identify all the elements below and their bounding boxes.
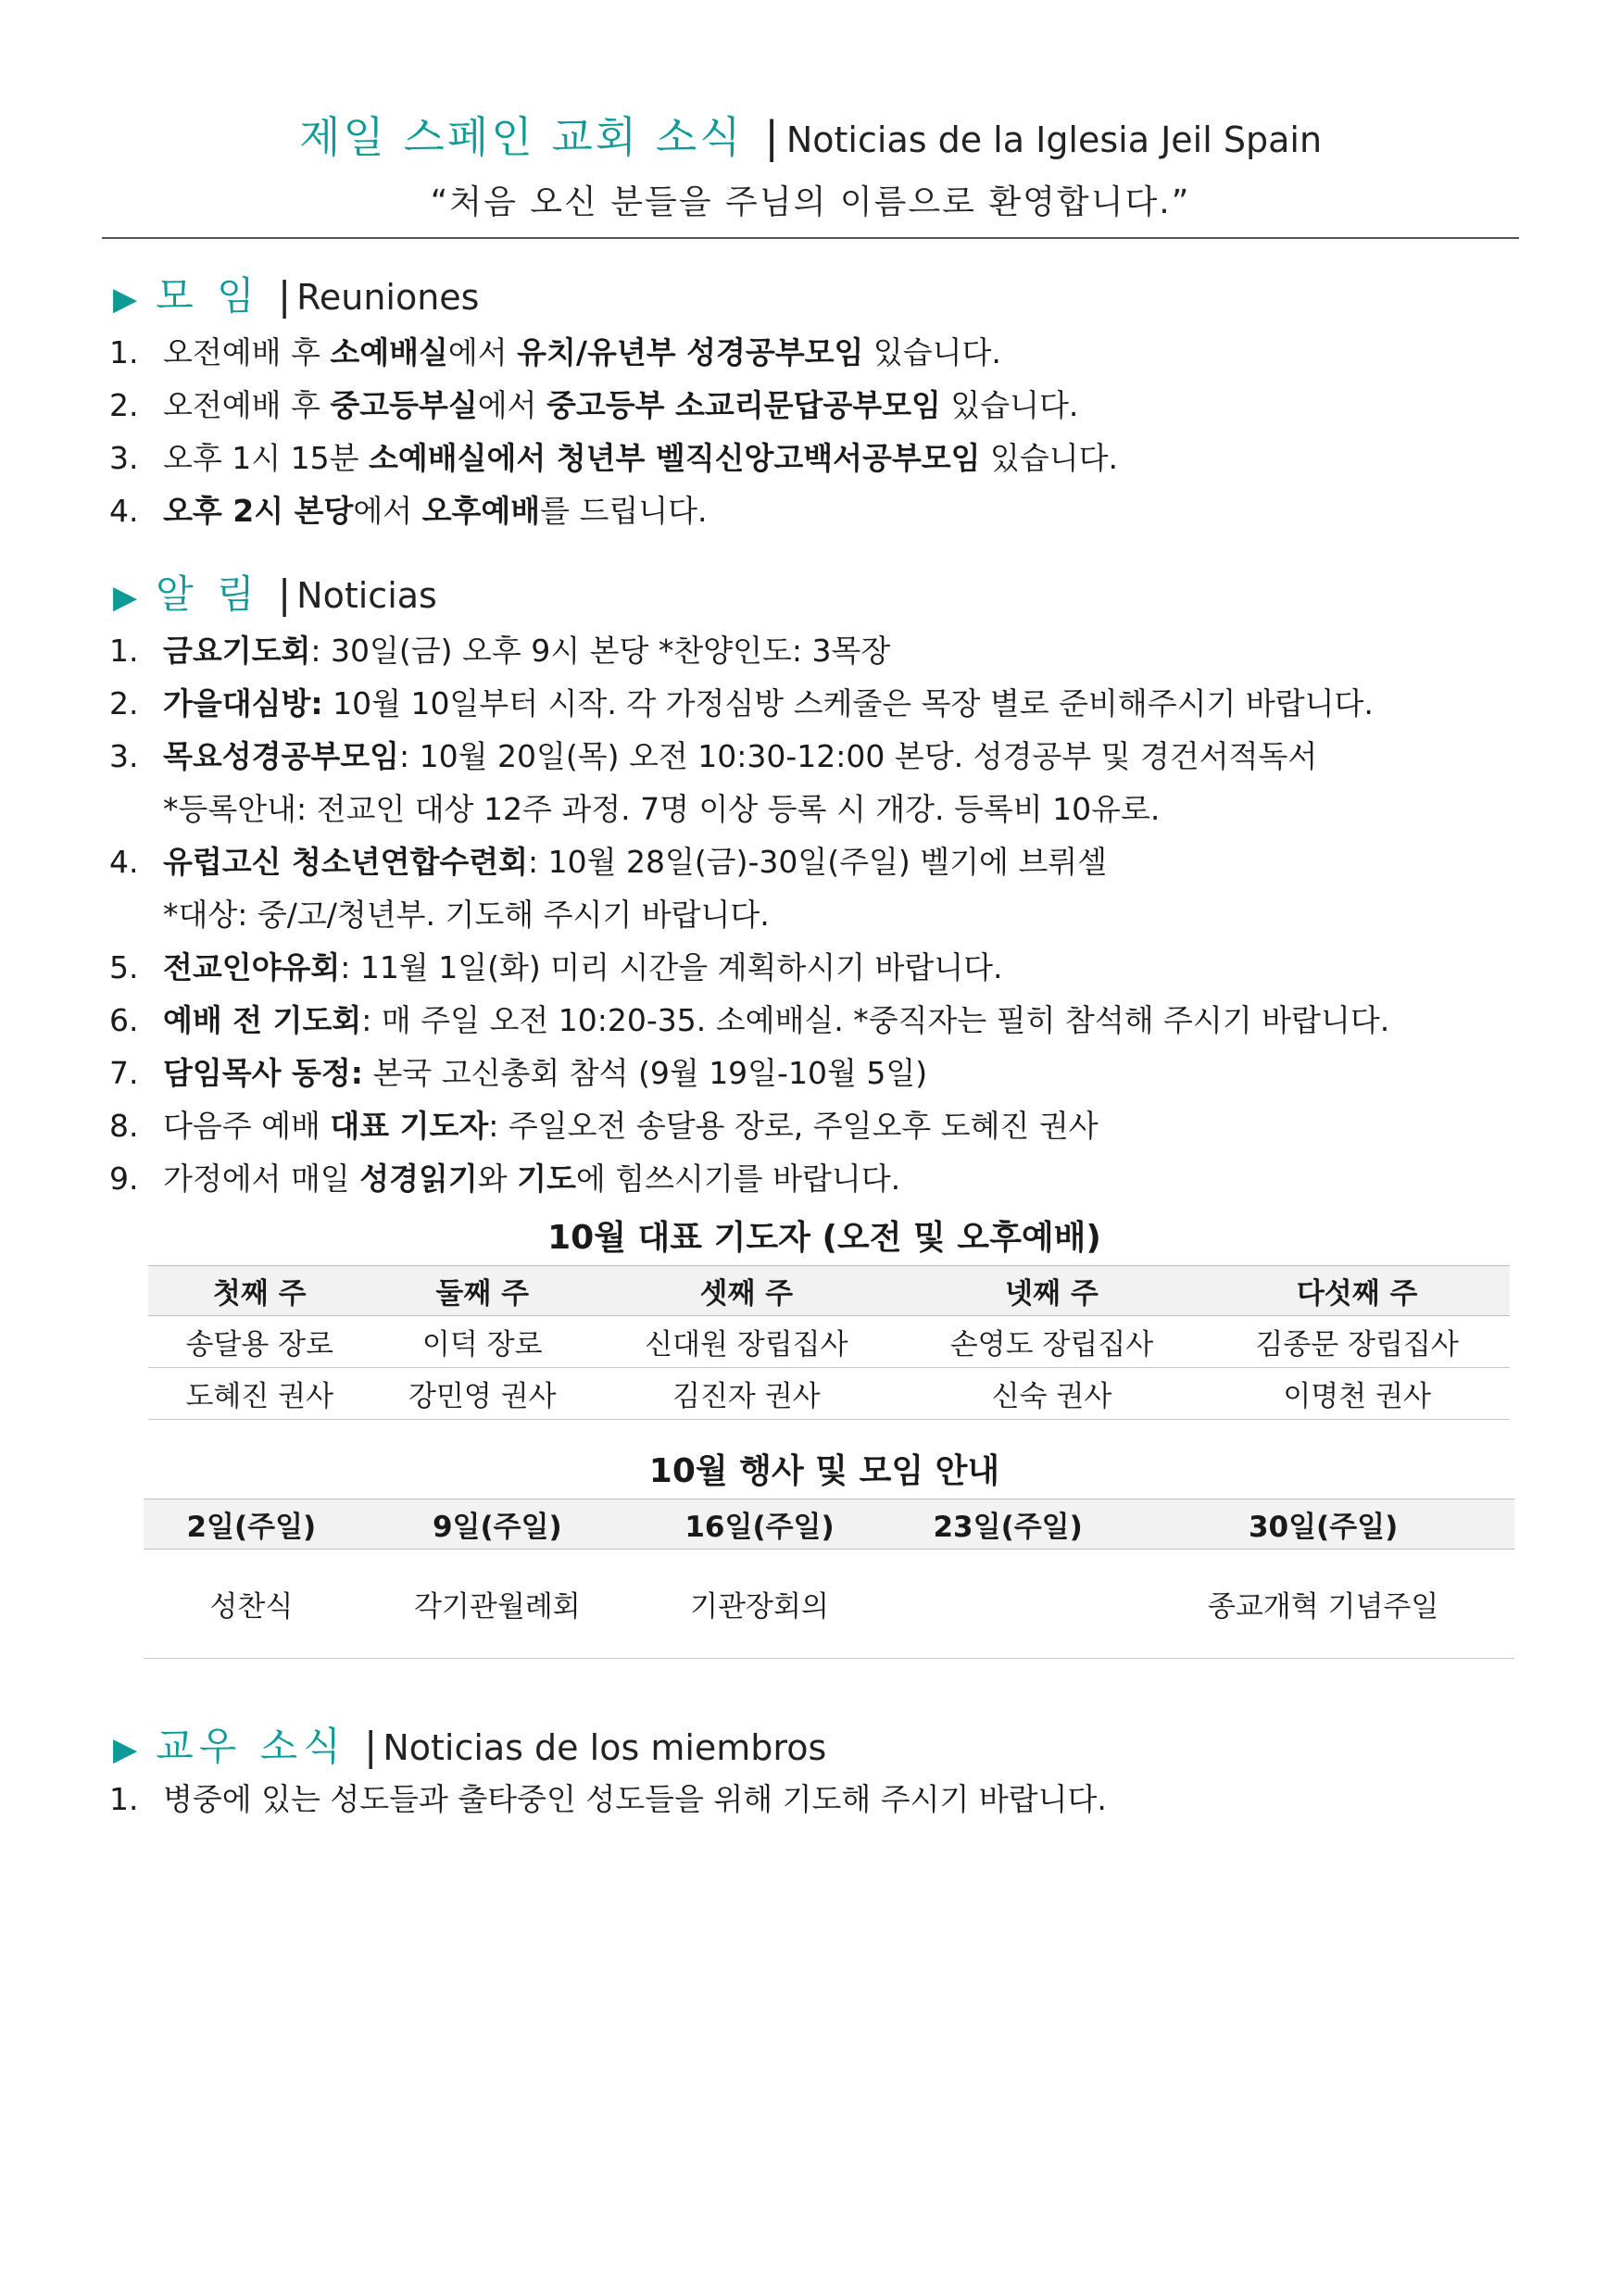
item-text: : 10월 20일(목) 오전 10:30-12:00 본당. 성경공부 및 경건서적독서: [399, 738, 1318, 774]
section-separator: |: [278, 571, 292, 617]
table-header-cell: 둘째 주: [371, 1266, 595, 1316]
section-title-spanish: Noticias de los miembros: [383, 1727, 827, 1768]
item-keyword: 유럽고신 청소년연합수련회: [163, 844, 529, 880]
item-keyword: 담임목사 동정:: [163, 1055, 363, 1091]
table-cell: 손영도 장립집사: [899, 1316, 1205, 1368]
table-cell: 신대원 장립집사: [594, 1316, 899, 1368]
section-separator: |: [364, 1724, 378, 1769]
table-header-cell: 첫째 주: [148, 1266, 371, 1316]
reuniones-list: [109, 326, 1517, 537]
table-cell: 강민영 권사: [371, 1368, 595, 1420]
list-item: [109, 1773, 1517, 1826]
item-text: : 11월 1일(화) 미리 시간을 계획하시기 바랍니다.: [340, 949, 1003, 985]
list-item: [109, 432, 1517, 484]
title-korean: 제일 스페인 교회 소식: [298, 112, 744, 162]
item-keyword: 기도: [517, 1161, 576, 1197]
table-cell: [884, 1549, 1132, 1659]
item-keyword: 오후예배: [421, 493, 541, 529]
table-cell: 도혜진 권사: [148, 1368, 371, 1420]
item-keyword: 소예배실: [330, 334, 448, 370]
table-header-cell: 셋째 주: [594, 1266, 899, 1316]
section-title-korean: 모 임: [156, 273, 260, 319]
section-title-spanish: Reuniones: [296, 277, 480, 318]
table-header-cell: 9일(주일): [359, 1499, 635, 1549]
section-heading-noticias: [113, 567, 437, 625]
item-number: 3.: [109, 738, 139, 774]
list-item: [109, 835, 1517, 941]
table-cell: 김종문 장립집사: [1204, 1316, 1510, 1368]
table-row: [148, 1368, 1510, 1420]
item-keyword: 유치/유년부 성경공부모임: [517, 334, 864, 370]
item-text: : 매 주일 오전 10:20-35. 소예배실. *중직자는 필히 참석해 주시기 바랍니다.: [361, 1002, 1390, 1038]
item-text: 10월 10일부터 시작. 각 가정심방 스케줄은 목장 별로 준비해주시기 바랍니다.: [322, 685, 1374, 721]
list-item: [109, 941, 1517, 994]
list-item: [109, 994, 1517, 1047]
bulletin-title: [102, 104, 1519, 173]
table-cell: 각기관월례회: [359, 1549, 635, 1659]
table-header-cell: 30일(주일): [1132, 1499, 1514, 1549]
list-item: [109, 1152, 1517, 1205]
item-text: 와: [477, 1161, 518, 1197]
section-separator: |: [278, 273, 292, 319]
item-text: 병중에 있는 성도들과 출타중인 성도들을 위해 기도해 주시기 바랍니다.: [163, 1781, 1107, 1817]
item-keyword: 목요성경공부모임: [163, 738, 400, 774]
list-item: [109, 326, 1517, 379]
section-title-korean: 교우 소식: [156, 1724, 346, 1769]
play-triangle-icon: ▶: [113, 579, 138, 616]
section-title-spanish: Noticias: [296, 575, 437, 616]
play-triangle-icon: ▶: [113, 281, 138, 318]
section-heading-members: [113, 1719, 826, 1777]
item-keyword: 예배 전 기도회: [163, 1002, 362, 1038]
item-keyword: 오후 2시 본당: [163, 493, 354, 529]
item-text: 에서: [353, 493, 422, 529]
item-number: 3.: [109, 440, 139, 476]
item-number: 2.: [109, 387, 139, 423]
item-text: 오전예배 후: [163, 387, 331, 423]
item-text: 에서: [447, 334, 518, 370]
item-keyword: 중고등부실: [330, 387, 478, 423]
item-number: 4.: [109, 493, 139, 529]
item-text: : 주일오전 송달용 장로, 주일오후 도혜진 권사: [488, 1108, 1099, 1144]
title-spanish: Noticias de la Iglesia Jeil Spain: [785, 119, 1323, 160]
item-number: 2.: [109, 685, 139, 721]
table-header-cell: 23일(주일): [884, 1499, 1132, 1549]
list-item: [109, 624, 1517, 677]
item-number: 1.: [109, 334, 139, 370]
item-text: 있습니다.: [980, 440, 1119, 476]
item-text: 오후 1시 15분: [163, 440, 369, 476]
header-divider: [102, 237, 1519, 239]
events-table-title: 10월 행사 및 모임 안내: [648, 1452, 1000, 1490]
list-item: [109, 1047, 1517, 1099]
item-text: 본국 고신총회 참석 (9월 19일-10월 5일): [362, 1055, 928, 1091]
item-keyword: 전교인야유회: [163, 949, 341, 985]
noticias-list: [109, 624, 1517, 1205]
table-cell: 종교개혁 기념주일: [1132, 1549, 1514, 1659]
members-list: [109, 1773, 1517, 1826]
prayer-table: [148, 1265, 1510, 1420]
table-cell: 김진자 권사: [594, 1368, 899, 1420]
events-table: [144, 1499, 1514, 1659]
table-cell: 신숙 권사: [899, 1368, 1205, 1420]
item-text: 를 드립니다.: [540, 493, 708, 529]
title-separator: |: [764, 112, 779, 162]
item-keyword: 성경읽기: [359, 1161, 478, 1197]
section-heading-reuniones: [113, 269, 479, 327]
table-cell: 송달용 장로: [148, 1316, 371, 1368]
table-cell: 이덕 장로: [371, 1316, 595, 1368]
table-header-row: [144, 1499, 1514, 1549]
item-number: 4.: [109, 844, 139, 880]
table-row: [144, 1549, 1514, 1659]
item-text: 있습니다.: [863, 334, 1001, 370]
item-number: 1.: [109, 633, 139, 669]
table-cell: 이명천 권사: [1204, 1368, 1510, 1420]
item-text: 있습니다.: [940, 387, 1079, 423]
bulletin-header: [102, 104, 1519, 229]
item-number: 6.: [109, 1002, 139, 1038]
item-keyword: 대표 기도자: [330, 1108, 489, 1144]
table-header-cell: 16일(주일): [635, 1499, 884, 1549]
list-item: [109, 677, 1517, 730]
item-note: *등록안내: 전교인 대상 12주 과정. 7명 이상 등록 시 개강. 등록비 10유로.: [163, 791, 1161, 827]
item-text: : 30일(금) 오후 9시 본당 *찬양인도: 3목장: [310, 633, 891, 669]
item-keyword: 중고등부 소교리문답공부모임: [546, 387, 941, 423]
list-item: [109, 379, 1517, 432]
item-text: 다음주 예배: [163, 1108, 331, 1144]
list-item: [109, 730, 1517, 835]
item-number: 5.: [109, 949, 139, 985]
item-text: : 10월 28일(금)-30일(주일) 벨기에 브뤼셀: [528, 844, 1108, 880]
table-header-cell: 넷째 주: [899, 1266, 1205, 1316]
item-text: 오전예배 후: [163, 334, 331, 370]
item-note: *대상: 중/고/청년부. 기도해 주시기 바랍니다.: [163, 897, 770, 933]
item-number: 8.: [109, 1108, 139, 1144]
item-number: 9.: [109, 1161, 139, 1197]
section-title-korean: 알 림: [156, 571, 260, 617]
table-header-cell: 2일(주일): [144, 1499, 359, 1549]
item-keyword: 금요기도회: [163, 633, 311, 669]
list-item: [109, 1099, 1517, 1152]
prayer-table-title: 10월 대표 기도자 (오전 및 오후예배): [547, 1219, 1101, 1257]
item-keyword: 소예배실에서 청년부 벨직신앙고백서공부모임: [368, 440, 981, 476]
item-text: 에서: [477, 387, 547, 423]
item-number: 7.: [109, 1055, 139, 1091]
play-triangle-icon: ▶: [113, 1731, 138, 1768]
table-header-cell: 다섯째 주: [1204, 1266, 1510, 1316]
list-item: [109, 484, 1517, 537]
table-cell: 성찬식: [144, 1549, 359, 1659]
item-number: 1.: [109, 1781, 139, 1817]
item-text: 에 힘쓰시기를 바랍니다.: [575, 1161, 901, 1197]
table-header-row: [148, 1266, 1510, 1316]
welcome-message: “처음 오신 분들을 주님의 이름으로 환영합니다.”: [430, 183, 1191, 221]
item-keyword: 가을대심방:: [163, 685, 323, 721]
table-row: [148, 1316, 1510, 1368]
table-cell: 기관장회의: [635, 1549, 884, 1659]
item-text: 가정에서 매일: [163, 1161, 360, 1197]
